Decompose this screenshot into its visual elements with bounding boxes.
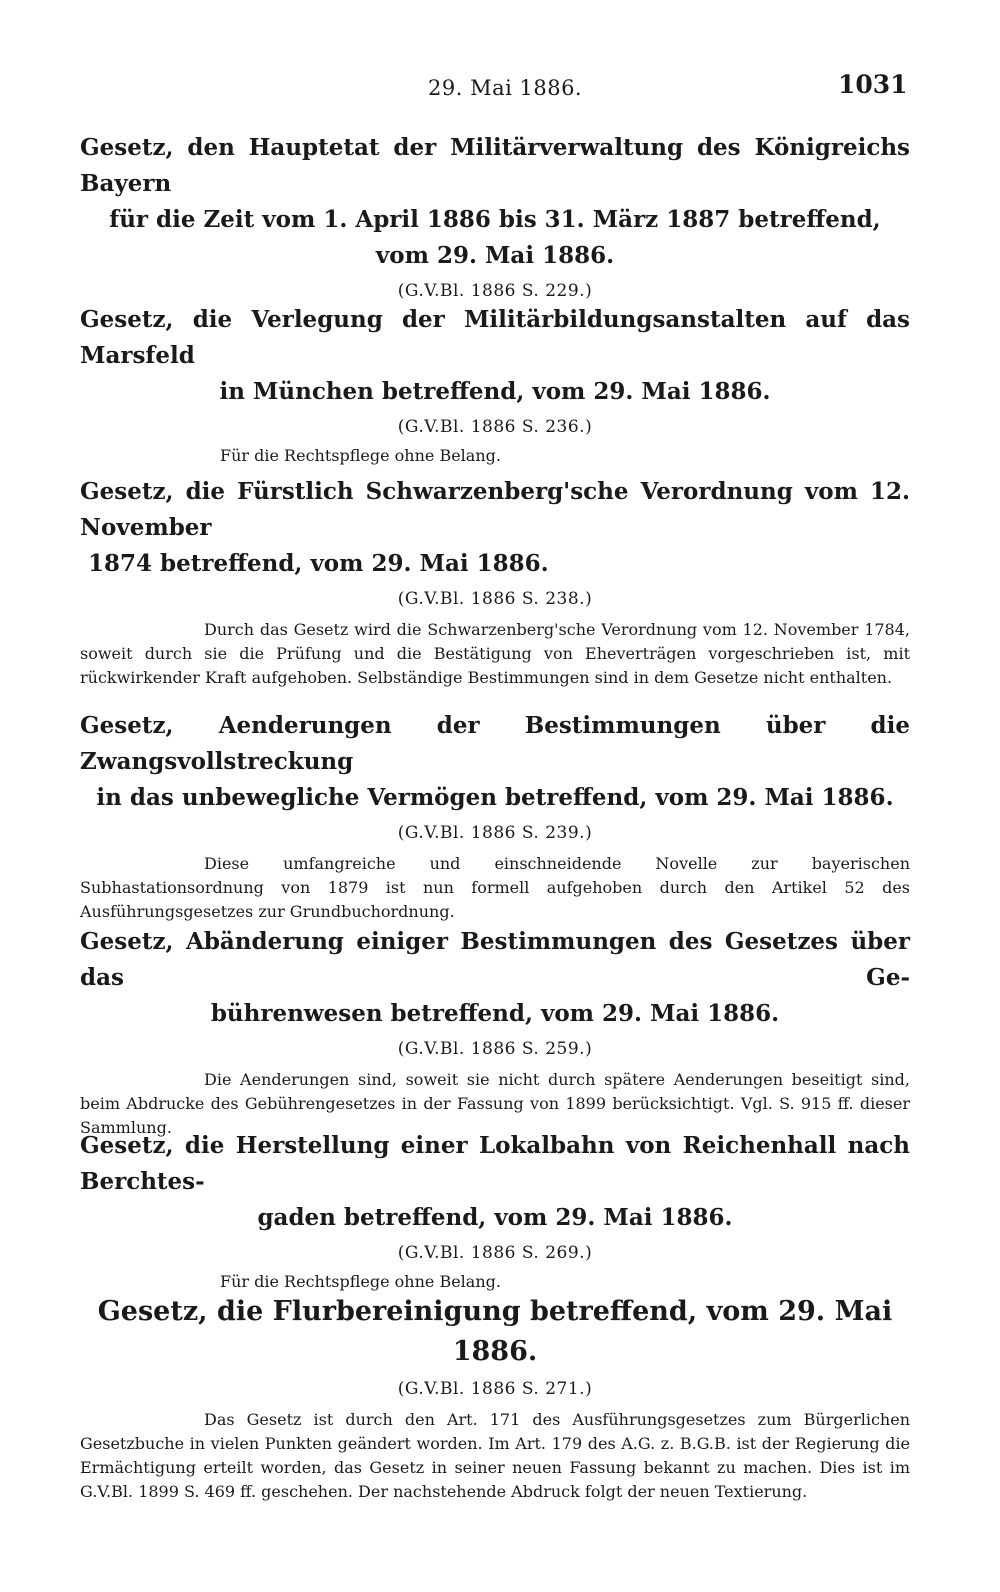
editorial-note: Diese umfangreiche und einschneidende Novelle zur bayerischen Subhastationsordnung von 1879 ist nun formell aufgehoben durch den Artikel 52 des Ausführungsgesetzes zur Grundbuchordnung. [80,854,910,921]
running-head-date: 29. Mai 1886. [428,76,583,100]
title-line: gaden betreffend, vom 29. Mai 1886. [257,1204,733,1231]
title-line: in München betreffend, vom 29. Mai 1886. [219,378,771,405]
law-title [80,130,910,274]
law-entry-lokalbahn [80,1128,910,1294]
law-title [80,474,910,582]
page-header [0,70,1000,106]
law-entry-militaerbildungsanstalten [80,302,910,468]
title-line: Gesetz, Aenderungen der Bestimmungen über die Zwangsvollstreckung [80,712,910,775]
title-line: für die Zeit vom 1. April 1886 bis 31. März 1887 betreffend, [109,206,881,233]
title-line: vom 29. Mai 1886. [375,242,615,269]
title-line: Gesetz, den Hauptetat der Militärverwaltung des Königreichs Bayern [80,134,910,197]
title-line: bührenwesen betreffend, vom 29. Mai 1886. [210,1000,780,1027]
editorial-note: Das Gesetz ist durch den Art. 171 des Ausführungsgesetzes zum Bürgerlichen Gesetzbuche in vielen Punkten geändert worden. Im Art. 179 des A.G. z. B.G.B. ist der Regierung die Ermächtigung erteilt worden, das Gesetz in seiner neuen Fassung bekannt zu machen. Dies ist im G.V.Bl. 1899 S. 469 ff. geschehen. Der nachstehende Abdruck folgt der neuen Textierung. [80,1410,910,1501]
law-title [80,1128,910,1236]
gazette-reference: (G.V.Bl. 1886 S. 259.) [397,1039,593,1059]
title-line: Gesetz, die Flurbereinigung betreffend, vom 29. Mai 1886. [97,1296,893,1367]
law-title [80,924,910,1032]
title-line: Gesetz, Abänderung einiger Bestimmungen des Gesetzes über das Ge- [80,928,910,991]
editorial-note: Durch das Gesetz wird die Schwarzenberg'sche Verordnung vom 12. November 1784, soweit durch sie die Prüfung und die Bestätigung von Eheverträgen vorgeschrieben ist, mit rückwirkender Kraft aufgehoben. Selbständige Bestimmungen sind in dem Gesetze nicht enthalten. [80,620,910,687]
title-line: 1874 betreffend, vom 29. Mai 1886. [88,550,549,577]
title-line: Gesetz, die Herstellung einer Lokalbahn von Reichenhall nach Berchtes- [80,1132,910,1195]
law-entry-zwangsvollstreckung [80,708,910,924]
gazette-reference: (G.V.Bl. 1886 S. 271.) [397,1379,593,1399]
gazette-reference: (G.V.Bl. 1886 S. 269.) [397,1243,593,1263]
gazette-reference: (G.V.Bl. 1886 S. 239.) [397,823,593,843]
gazette-reference: (G.V.Bl. 1886 S. 229.) [397,281,593,301]
editorial-note: Für die Rechtspflege ohne Belang. [220,446,501,465]
title-line: Gesetz, die Fürstlich Schwarzenberg'sche Verordnung vom 12. November [80,478,910,541]
law-entry-gebuehrenwesen [80,924,910,1140]
law-title [80,708,910,816]
law-title [80,1292,910,1372]
gazette-reference: (G.V.Bl. 1886 S. 236.) [397,417,593,437]
editorial-note: Für die Rechtspflege ohne Belang. [220,1272,501,1291]
law-entry-hauptetat [80,130,910,304]
law-title [80,302,910,410]
gazette-reference: (G.V.Bl. 1886 S. 238.) [397,589,593,609]
title-line: Gesetz, die Verlegung der Militärbildungsanstalten auf das Marsfeld [80,306,910,369]
law-entry-schwarzenberg [80,474,910,690]
page-number: 1031 [838,70,908,99]
editorial-note: Die Aenderungen sind, soweit sie nicht durch spätere Aenderungen beseitigt sind, beim Abdrucke des Gebührengesetzes in der Fassung von 1899 berücksichtigt. Vgl. S. 915 ff. dieser Sammlung. [80,1070,910,1137]
title-line: in das unbewegliche Vermögen betreffend, vom 29. Mai 1886. [96,784,894,811]
law-entry-flurbereinigung [80,1292,910,1504]
